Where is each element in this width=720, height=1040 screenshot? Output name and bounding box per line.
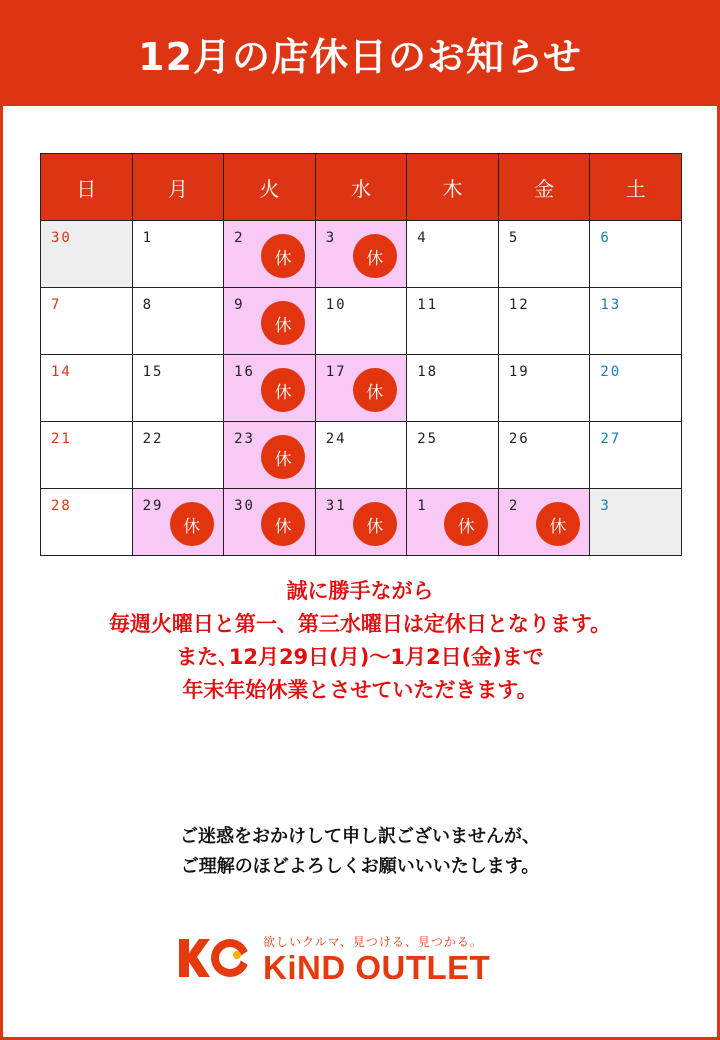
day-number: 2 bbox=[508, 498, 520, 514]
day-number: 23 bbox=[234, 431, 255, 447]
day-number: 26 bbox=[508, 431, 530, 447]
calendar-day-closed bbox=[132, 489, 224, 556]
holiday-calendar bbox=[40, 153, 682, 556]
day-number: 1 bbox=[142, 230, 153, 246]
calendar-day bbox=[590, 288, 682, 355]
day-number: 30 bbox=[51, 230, 72, 246]
weekday-mon: 月 bbox=[132, 154, 224, 221]
calendar-day bbox=[407, 221, 499, 288]
calendar-day-closed bbox=[315, 489, 407, 556]
holiday-badge: 休 bbox=[261, 435, 305, 479]
notice-line: また､12月29日(月)～1月2日(金)まで bbox=[176, 645, 544, 669]
day-number: 6 bbox=[600, 230, 611, 246]
brand-tagline: 欲しいクルマ、見つける、見つかる。 bbox=[263, 935, 483, 949]
weekday-header-row bbox=[41, 154, 682, 221]
notice-line: 年末年始休業とさせていただきます。 bbox=[182, 678, 538, 702]
kind-logo-icon bbox=[175, 935, 251, 981]
calendar-day-closed bbox=[224, 489, 316, 556]
calendar-body bbox=[41, 221, 682, 556]
calendar-day-closed bbox=[224, 355, 316, 422]
holiday-badge: 休 bbox=[353, 234, 397, 278]
calendar-day bbox=[590, 422, 682, 489]
page-title: 12月の店休日のお知らせ bbox=[138, 34, 582, 79]
holiday-badge: 休 bbox=[353, 368, 397, 412]
holiday-badge: 休 bbox=[261, 368, 305, 412]
brand-name: KiND OUTLET bbox=[263, 949, 491, 986]
calendar-day-closed bbox=[224, 221, 316, 288]
calendar-day bbox=[41, 355, 133, 422]
day-number: 19 bbox=[508, 364, 530, 380]
apology-message bbox=[0, 822, 720, 882]
holiday-badge: 休 bbox=[170, 502, 214, 546]
day-number: 20 bbox=[600, 364, 622, 380]
apology-line: ご理解のほどよろしくお願いいいたします。 bbox=[180, 856, 540, 877]
day-number: 11 bbox=[417, 297, 439, 313]
calendar-day bbox=[41, 221, 133, 288]
apology-line: ご迷惑をおかけして申し訳ございませんが、 bbox=[180, 826, 540, 847]
day-number: 3 bbox=[325, 230, 337, 246]
calendar-day bbox=[498, 221, 590, 288]
day-number: 3 bbox=[600, 498, 611, 514]
day-number: 25 bbox=[417, 431, 439, 447]
closure-notice bbox=[0, 575, 720, 707]
calendar-day-closed bbox=[498, 489, 590, 556]
holiday-badge: 休 bbox=[353, 502, 397, 546]
weekday-sat: 土 bbox=[590, 154, 682, 221]
day-number: 14 bbox=[51, 364, 72, 380]
calendar-day bbox=[407, 355, 499, 422]
calendar-day-closed bbox=[315, 355, 407, 422]
day-number: 18 bbox=[417, 364, 439, 380]
day-number: 10 bbox=[325, 297, 347, 313]
calendar-day bbox=[132, 355, 224, 422]
calendar-day bbox=[590, 489, 682, 556]
notice-line: 誠に勝手ながら bbox=[286, 579, 434, 603]
calendar-week-row bbox=[41, 422, 682, 489]
day-number: 4 bbox=[417, 230, 428, 246]
day-number: 21 bbox=[51, 431, 72, 447]
weekday-wed: 水 bbox=[315, 154, 407, 221]
weekday-thu: 木 bbox=[407, 154, 499, 221]
day-number: 1 bbox=[417, 498, 428, 514]
calendar-week-row bbox=[41, 489, 682, 556]
calendar-day bbox=[315, 288, 407, 355]
day-number: 22 bbox=[142, 431, 164, 447]
calendar-day bbox=[498, 288, 590, 355]
calendar-day bbox=[407, 288, 499, 355]
day-number: 13 bbox=[600, 297, 622, 313]
day-number: 8 bbox=[142, 297, 153, 313]
calendar-week-row bbox=[41, 288, 682, 355]
day-number: 5 bbox=[508, 230, 520, 246]
calendar-week-row bbox=[41, 221, 682, 288]
day-number: 16 bbox=[234, 364, 255, 380]
holiday-badge: 休 bbox=[261, 502, 305, 546]
calendar-day bbox=[498, 422, 590, 489]
day-number: 24 bbox=[325, 431, 347, 447]
calendar-day-closed bbox=[224, 288, 316, 355]
calendar-day bbox=[132, 422, 224, 489]
calendar-day bbox=[498, 355, 590, 422]
holiday-badge: 休 bbox=[536, 502, 580, 546]
holiday-badge: 休 bbox=[261, 301, 305, 345]
day-number: 30 bbox=[234, 498, 255, 514]
holiday-badge: 休 bbox=[444, 502, 488, 546]
day-number: 28 bbox=[51, 498, 72, 514]
calendar-day bbox=[132, 288, 224, 355]
calendar-day bbox=[41, 422, 133, 489]
calendar-week-row bbox=[41, 355, 682, 422]
calendar-day-closed bbox=[315, 221, 407, 288]
weekday-tue: 火 bbox=[224, 154, 316, 221]
calendar-day bbox=[41, 288, 133, 355]
brand-logo bbox=[145, 905, 575, 1005]
calendar-day bbox=[315, 422, 407, 489]
calendar-day bbox=[590, 355, 682, 422]
notice-line: 毎週火曜日と第一、第三水曜日は定休日となります。 bbox=[108, 612, 612, 636]
day-number: 7 bbox=[51, 297, 62, 313]
day-number: 12 bbox=[508, 297, 530, 313]
calendar-day bbox=[590, 221, 682, 288]
day-number: 29 bbox=[142, 498, 164, 514]
weekday-sun: 日 bbox=[41, 154, 133, 221]
day-number: 17 bbox=[325, 364, 347, 380]
calendar-day bbox=[407, 422, 499, 489]
calendar-day bbox=[41, 489, 133, 556]
holiday-badge: 休 bbox=[261, 234, 305, 278]
day-number: 15 bbox=[142, 364, 164, 380]
day-number: 31 bbox=[325, 498, 347, 514]
day-number: 2 bbox=[234, 230, 245, 246]
header-banner bbox=[0, 0, 720, 106]
calendar-day bbox=[132, 221, 224, 288]
weekday-fri: 金 bbox=[498, 154, 590, 221]
calendar-day-closed bbox=[224, 422, 316, 489]
calendar-day-closed bbox=[407, 489, 499, 556]
day-number: 27 bbox=[600, 431, 622, 447]
day-number: 9 bbox=[234, 297, 245, 313]
